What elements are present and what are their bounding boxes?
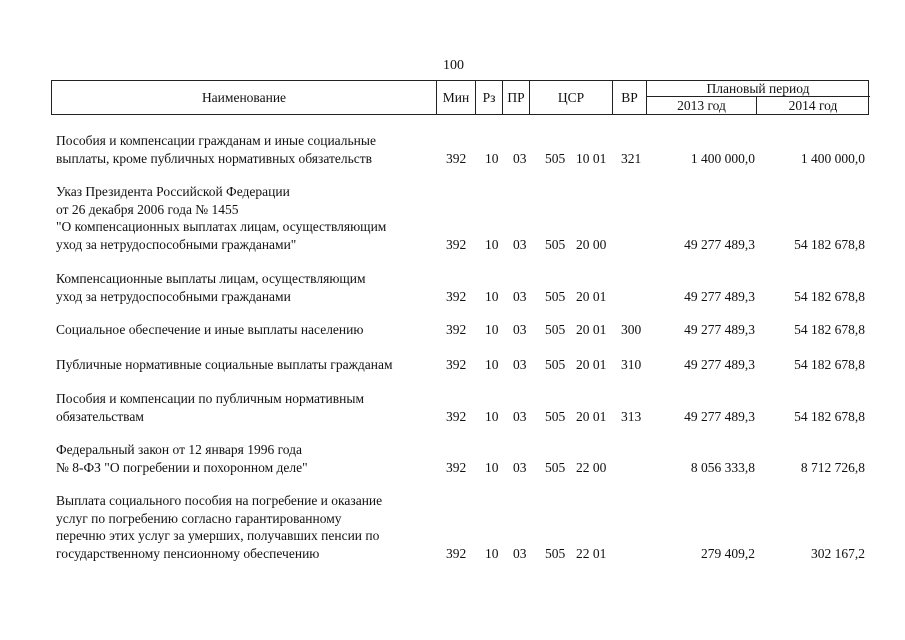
row-name: Социальное обеспечение и иные выплаты населению [56,322,364,337]
row-rz: 10 [485,288,499,304]
row-pr: 03 [513,459,527,475]
row-rz: 10 [485,357,499,372]
row-pr: 03 [513,357,527,372]
row-csr-sub: 20 01 [576,322,607,337]
row-2013: 8 056 333,8 [690,459,755,475]
header-vr: ВР [621,89,638,105]
row-csr-sub: 20 00 [576,236,607,252]
row-rz: 10 [485,545,499,561]
row-csr-code: 505 [545,150,566,166]
row-name: Компенсационные выплаты лицам, осуществляющим уход за нетрудоспособными гражданами [56,271,366,304]
row-2014: 54 182 678,8 [794,357,865,372]
row-min: 392 [446,150,467,166]
row-vr: 321 [621,150,642,166]
row-2013: 49 277 489,3 [684,357,755,372]
row-2014: 1 400 000,0 [800,150,865,166]
row-csr-code: 505 [545,357,566,372]
row-min: 392 [446,459,467,475]
row-name: Пособия и компенсации гражданам и иные социальные выплаты, кроме публичных нормативных обязательств [56,133,376,166]
row-csr-code: 505 [545,545,566,561]
row-2013: 49 277 489,3 [684,322,755,337]
row-2013: 49 277 489,3 [684,236,755,252]
row-rz: 10 [485,236,499,252]
row-name: Федеральный закон от 12 января 1996 года № 8-ФЗ "О погребении и похоронном деле" [56,442,308,475]
row-name: Выплата социального пособия на погребение и оказание услуг по погребению согласно гарантированному перечню этих услуг за умерших, получавших пенсии по государственному пенсионному обеспечению [56,493,383,561]
row-vr: 310 [621,357,642,372]
header-planning-period: Плановый период [706,80,810,96]
row-name: Публичные нормативные социальные выплаты гражданам [56,357,393,372]
row-name: Указ Президента Российской Федерации от 26 декабря 2006 года № 1455 "О компенсационных выплатах лицам, осуществляющим уход за нетрудоспособными гражданами" [56,184,387,252]
row-2014: 54 182 678,8 [794,236,865,252]
row-2013: 49 277 489,3 [684,288,755,304]
row-csr-sub: 20 01 [576,288,607,304]
row-min: 392 [446,408,467,424]
row-csr-code: 505 [545,408,566,424]
row-csr-code: 505 [545,236,566,252]
row-2014: 302 167,2 [811,545,865,561]
row-pr: 03 [513,288,527,304]
row-rz: 10 [485,150,499,166]
row-vr: 300 [621,322,642,337]
header-min: Мин [442,89,470,105]
row-min: 392 [446,357,467,372]
row-name: Пособия и компенсации по публичным нормативным обязательствам [56,391,364,424]
row-min: 392 [446,545,467,561]
row-pr: 03 [513,545,527,561]
header-year-2014: 2014 год [788,97,838,113]
row-pr: 03 [513,408,527,424]
row-min: 392 [446,322,467,337]
row-csr-sub: 10 01 [576,150,607,166]
row-pr: 03 [513,236,527,252]
header-csr: ЦСР [557,89,585,105]
row-csr-code: 505 [545,288,566,304]
row-csr-sub: 22 01 [576,545,607,561]
row-2013: 1 400 000,0 [690,150,755,166]
row-csr-sub: 20 01 [576,408,607,424]
row-2013: 279 409,2 [701,545,755,561]
row-2013: 49 277 489,3 [684,408,755,424]
row-rz: 10 [485,322,499,337]
row-min: 392 [446,288,467,304]
row-csr-sub: 22 00 [576,459,607,475]
row-rz: 10 [485,459,499,475]
row-rz: 10 [485,408,499,424]
row-csr-code: 505 [545,459,566,475]
row-pr: 03 [513,150,527,166]
page-number: 100 [443,58,464,73]
row-min: 392 [446,236,467,252]
header-year-2013: 2013 год [677,97,726,113]
row-2014: 8 712 726,8 [800,459,865,475]
row-2014: 54 182 678,8 [794,322,865,337]
row-csr-sub: 20 01 [576,357,607,372]
row-vr: 313 [621,408,642,424]
row-2014: 54 182 678,8 [794,288,865,304]
header-name: Наименование [201,89,287,105]
header-rz: Рз [482,89,496,105]
row-csr-code: 505 [545,322,566,337]
table-header [51,80,869,115]
row-pr: 03 [513,322,527,337]
header-pr: ПР [507,89,525,105]
row-2014: 54 182 678,8 [794,408,865,424]
